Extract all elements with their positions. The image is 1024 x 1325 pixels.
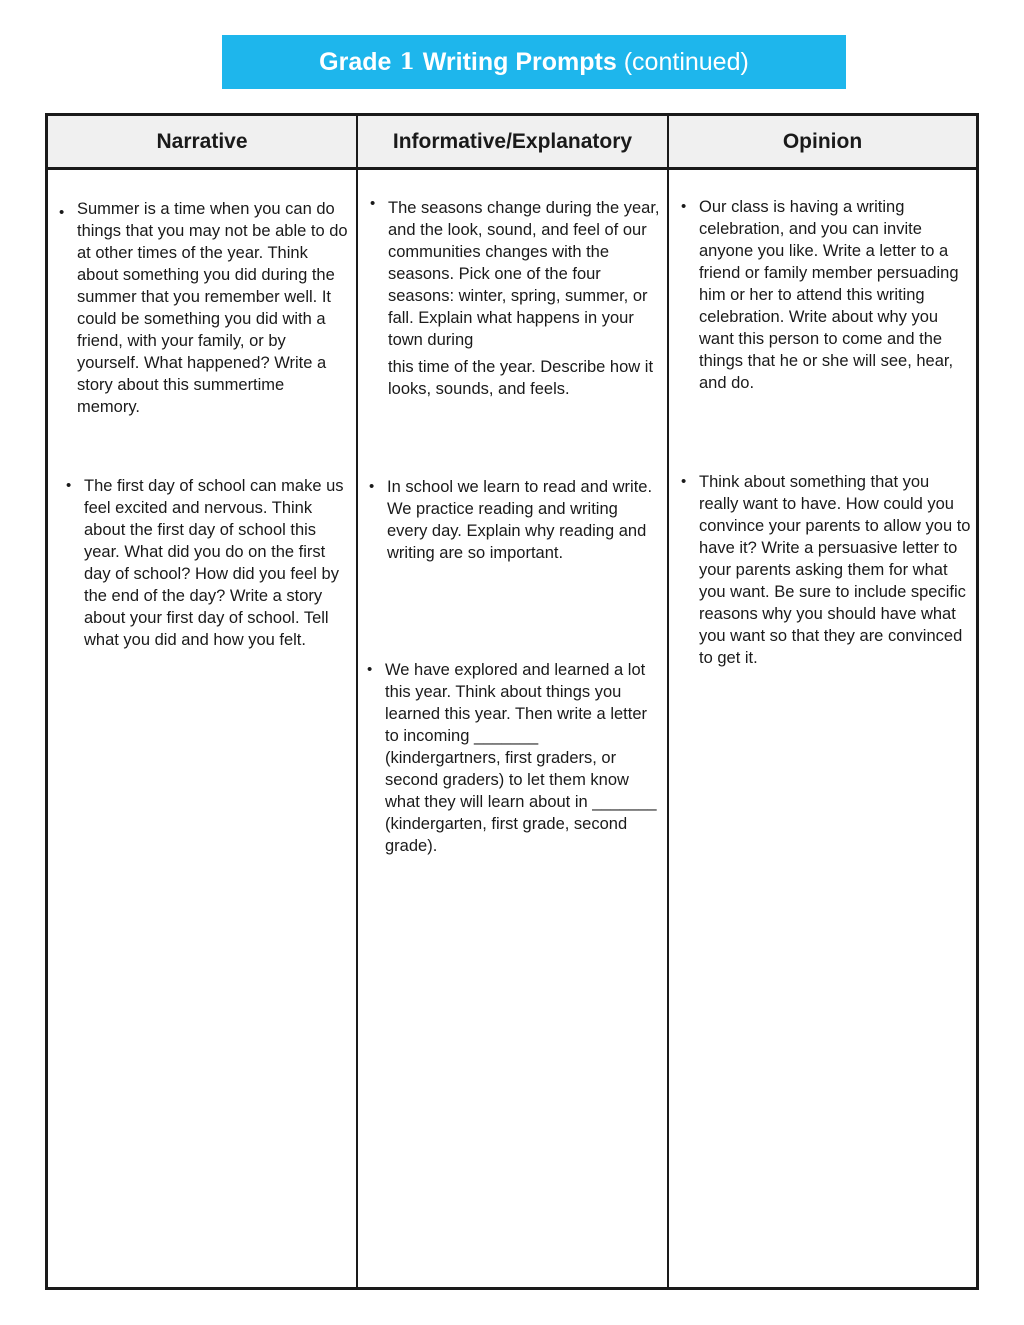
narrative-prompt-2-text: The first day of school can make us feel excited and nervous. Think about the first day of school this year. What did you do on the first day of school? How did you feel by the end of the day? Write a story about your first day of school. Tell what you did and how you felt. <box>84 477 344 649</box>
bullet-icon: • <box>681 473 687 490</box>
informative-prompt-1-text: The seasons change during the year, and the look, sound, and feel of our communities changes with the seasons. Pick one of the four seasons: winter, spring, summer, or fall. Explain what happens in your town during <box>388 199 660 349</box>
column-divider <box>667 116 669 1287</box>
narrative-prompt-1-text: Summer is a time when you can do things that you may not be able to do at other times of the year. Think about something you did during the summer that you remember well. It could be something you did with a friend, with your family, or by yourself. What happened? Write a story about this summertime memory. <box>77 200 348 416</box>
informative-prompt-2-text: In school we learn to read and write. We practice reading and writing every day. Explain why reading and writing are so important. <box>387 478 653 562</box>
column-header-opinion: Opinion <box>782 129 863 153</box>
bullet-icon: • <box>367 661 373 678</box>
bullet-icon: • <box>66 477 72 494</box>
opinion-prompt-2 <box>681 471 971 669</box>
narrative-prompt-2 <box>66 475 356 651</box>
prompts-table <box>45 113 979 1290</box>
bullet-icon: • <box>59 204 65 221</box>
column-header-informative: Informative/Explanatory <box>392 129 633 153</box>
informative-prompt-1-continued: this time of the year. Describe how it looks, sounds, and feels. <box>388 358 654 398</box>
bullet-icon: • <box>369 478 375 495</box>
informative-prompt-1 <box>370 195 660 400</box>
informative-prompt-3 <box>367 659 657 857</box>
bullet-icon: • <box>370 195 376 212</box>
title-text: Writing Prompts <box>422 47 617 76</box>
title-grade-number: 1 <box>399 49 415 75</box>
opinion-prompt-1 <box>681 196 971 394</box>
bullet-icon: • <box>681 198 687 215</box>
opinion-prompt-1-text: Our class is having a writing celebration, and you can invite anyone you like. Write a letter to a friend or family member persuading him or her to attend this writing celebration. Write about why you want this person to come and the things that he or she will see, hear, and do. <box>699 198 959 392</box>
title-grade-word: Grade <box>319 47 392 76</box>
column-divider <box>356 116 358 1287</box>
page-title-banner <box>222 35 846 89</box>
narrative-prompt-1 <box>59 198 349 418</box>
column-header-narrative: Narrative <box>156 129 248 153</box>
informative-prompt-3-text: We have explored and learned a lot this year. Think about things you learned this year. Then write a letter to incoming _______ (kindergartners, first graders, or second graders) to let them know what they will learn about in _______ (kindergarten, first grade, second grade). <box>385 661 657 855</box>
opinion-prompt-2-text: Think about something that you really want to have. How could you convince your parents to allow you to have it? Write a persuasive letter to your parents asking them for what you want. Be sure to include specific reasons why you should have what you want so that they are convinced to get it. <box>699 473 971 667</box>
title-continued: (continued) <box>623 47 749 76</box>
informative-prompt-2 <box>369 476 659 564</box>
